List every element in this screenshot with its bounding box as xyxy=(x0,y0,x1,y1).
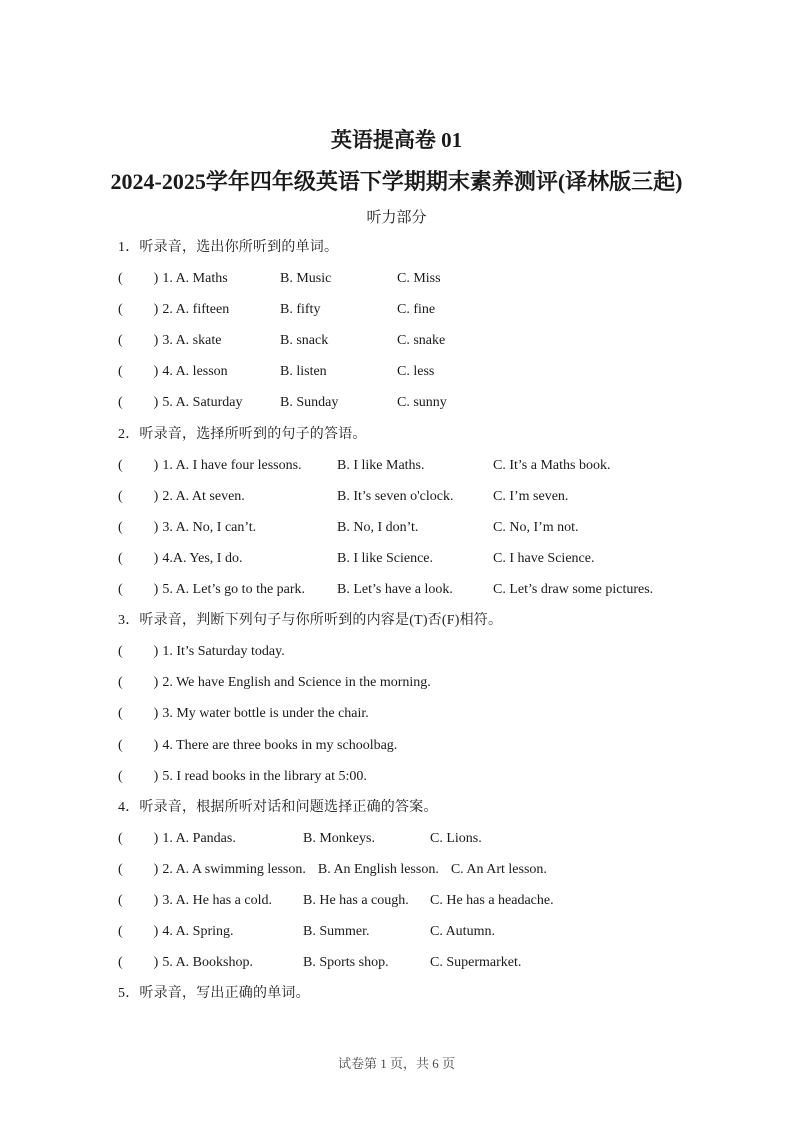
option-b: B. An English lesson. xyxy=(317,861,439,877)
option-a: 1. A. I have four lessons. xyxy=(162,457,302,473)
question-row xyxy=(118,325,698,356)
answer-blank xyxy=(118,831,158,846)
paren-close: ) xyxy=(153,644,159,660)
question-row xyxy=(118,481,698,512)
option-a: 1. A. Maths xyxy=(162,271,228,287)
statement-text: 4. There are three books in my schoolbag. xyxy=(162,737,398,753)
question-row xyxy=(118,885,698,916)
option-c: C. sunny xyxy=(397,395,447,411)
question-row xyxy=(118,854,698,885)
answer-blank xyxy=(118,644,158,659)
paren-close: ) xyxy=(153,955,159,971)
option-b: B. He has a cough. xyxy=(303,892,409,908)
statement-text: 2. We have English and Science in the morning. xyxy=(162,675,431,691)
option-a: 5. A. Let’s go to the park. xyxy=(162,582,306,598)
option-a: 3. A. He has a cold. xyxy=(162,892,272,908)
answer-cell xyxy=(118,325,280,356)
section-listen-choose-response xyxy=(118,419,698,606)
question-row xyxy=(118,450,698,481)
statement-text: 5. I read books in the library at 5:00. xyxy=(162,768,367,784)
paren-open: ( xyxy=(118,333,123,349)
paren-close: ) xyxy=(153,488,159,504)
option-a: 4.A. Yes, I do. xyxy=(162,550,243,566)
option-b: B. Music xyxy=(280,271,332,287)
option-a: 3. A. No, I can’t. xyxy=(162,519,257,535)
option-b: B. Let’s have a look. xyxy=(337,582,453,598)
paren-close: ) xyxy=(153,737,159,753)
paren-open: ( xyxy=(118,271,123,287)
exam-subtitle: 2024-2025学年四年级英语下学期期末素养测评(译林版三起) xyxy=(110,169,683,194)
paren-close: ) xyxy=(153,582,159,598)
option-b: B. fifty xyxy=(280,302,321,318)
question-row xyxy=(118,263,698,294)
paren-close: ) xyxy=(153,768,159,784)
answer-cell xyxy=(118,947,303,978)
answer-blank xyxy=(118,333,158,348)
paren-open: ( xyxy=(118,768,123,784)
section-listen-dialogue-choose xyxy=(118,792,698,979)
option-c: C. It’s a Maths book. xyxy=(493,457,611,473)
paren-close: ) xyxy=(153,550,159,566)
statement-text: 1. It’s Saturday today. xyxy=(162,644,285,660)
section-listen-true-false xyxy=(118,605,698,792)
paren-open: ( xyxy=(118,924,123,940)
paren-open: ( xyxy=(118,302,123,318)
option-b: B. I like Maths. xyxy=(337,457,425,473)
section-heading: 3．听录音，判断下列句子与你所听到的内容是(T)否(F)相符。 xyxy=(118,613,503,629)
option-c: C. An Art lesson. xyxy=(450,861,547,877)
question-row xyxy=(118,730,698,761)
paren-open: ( xyxy=(118,955,123,971)
option-b: B. No, I don’t. xyxy=(337,519,419,535)
answer-blank xyxy=(118,582,158,597)
question-row xyxy=(118,698,698,729)
question-row xyxy=(118,356,698,387)
answer-blank xyxy=(118,955,158,970)
paren-open: ( xyxy=(118,706,123,722)
option-b: B. listen xyxy=(280,364,327,380)
paren-open: ( xyxy=(118,582,123,598)
answer-cell xyxy=(118,481,337,512)
option-c: C. Miss xyxy=(397,271,441,287)
answer-cell xyxy=(118,667,443,698)
answer-cell xyxy=(118,730,409,761)
answer-blank xyxy=(118,893,158,908)
answer-blank xyxy=(118,706,158,721)
answer-cell xyxy=(118,450,337,481)
paren-close: ) xyxy=(153,519,159,535)
paren-open: ( xyxy=(118,644,123,660)
paren-close: ) xyxy=(153,457,159,473)
option-c: C. Lions. xyxy=(430,830,482,846)
exam-title: 英语提高卷 01 xyxy=(330,128,463,152)
paren-open: ( xyxy=(118,550,123,566)
paren-close: ) xyxy=(153,706,159,722)
section-heading: 5．听录音，写出正确的单词。 xyxy=(118,986,310,1002)
answer-blank xyxy=(118,738,158,753)
section-listen-write-word xyxy=(118,978,698,1009)
question-row xyxy=(118,574,698,605)
paren-open: ( xyxy=(118,395,123,411)
option-a: 1. A. Pandas. xyxy=(162,830,236,846)
answer-cell xyxy=(118,761,379,792)
answer-cell xyxy=(118,263,280,294)
page-footer: 试卷第 1 页，共 6 页 xyxy=(337,1056,455,1071)
paren-close: ) xyxy=(153,892,159,908)
section-heading: 1．听录音，选出你所听到的单词。 xyxy=(118,240,339,255)
question-row xyxy=(118,667,698,698)
answer-cell xyxy=(118,885,303,916)
option-c: C. Supermarket. xyxy=(430,955,522,971)
answer-cell xyxy=(118,543,337,574)
option-c: C. less xyxy=(397,364,435,380)
paren-close: ) xyxy=(153,302,159,318)
answer-blank xyxy=(118,302,158,317)
paren-open: ( xyxy=(118,737,123,753)
option-b: B. Sunday xyxy=(280,395,339,411)
question-row xyxy=(118,387,698,418)
paren-open: ( xyxy=(118,364,123,380)
paren-open: ( xyxy=(118,488,123,504)
paren-close: ) xyxy=(153,830,159,846)
option-c: C. snake xyxy=(397,333,446,349)
answer-cell xyxy=(118,916,303,947)
answer-blank xyxy=(118,489,158,504)
paren-close: ) xyxy=(153,861,159,877)
paren-open: ( xyxy=(118,675,123,691)
option-c: C. fine xyxy=(397,302,436,318)
answer-blank xyxy=(118,395,158,410)
section-heading: 4．听录音，根据所听对话和问题选择正确的答案。 xyxy=(118,799,438,815)
paren-close: ) xyxy=(153,395,159,411)
answer-blank xyxy=(118,551,158,566)
question-row xyxy=(118,947,698,978)
paren-close: ) xyxy=(153,271,159,287)
paren-open: ( xyxy=(118,861,123,877)
section-listen-choose-word xyxy=(118,232,698,419)
option-c: C. Autumn. xyxy=(430,924,495,940)
question-row xyxy=(118,916,698,947)
answer-blank xyxy=(118,520,158,535)
question-row xyxy=(118,823,698,854)
answer-blank xyxy=(118,271,158,286)
answer-blank xyxy=(118,458,158,473)
question-row xyxy=(118,294,698,325)
option-b: B. snack xyxy=(280,333,329,349)
paren-open: ( xyxy=(118,830,123,846)
paren-open: ( xyxy=(118,457,123,473)
sections-container xyxy=(118,232,698,1009)
option-c: C. No, I’m not. xyxy=(493,519,579,535)
option-b: B. I like Science. xyxy=(337,550,434,566)
answer-blank xyxy=(118,769,158,784)
question-row xyxy=(118,761,698,792)
paren-close: ) xyxy=(153,333,159,349)
option-b: B. Monkeys. xyxy=(303,830,375,846)
option-b: B. Summer. xyxy=(303,924,370,940)
option-a: 5. A. Bookshop. xyxy=(162,955,253,971)
answer-blank xyxy=(118,924,158,939)
option-a: 2. A. At seven. xyxy=(162,488,245,504)
option-c: C. I’m seven. xyxy=(493,488,569,504)
paren-close: ) xyxy=(153,924,159,940)
paren-open: ( xyxy=(118,519,123,535)
answer-cell xyxy=(118,574,337,605)
section-heading: 2．听录音，选择所听到的句子的答语。 xyxy=(118,426,367,442)
paren-open: ( xyxy=(118,892,123,908)
answer-cell xyxy=(118,356,280,387)
answer-cell xyxy=(118,698,381,729)
paren-close: ) xyxy=(153,364,159,380)
part-label: 听力部分 xyxy=(366,210,427,226)
option-a: 2. A. fifteen xyxy=(162,302,230,318)
option-c: C. He has a headache. xyxy=(430,892,554,908)
option-a: 3. A. skate xyxy=(162,333,222,349)
answer-blank xyxy=(118,364,158,379)
option-a: 4. A. lesson xyxy=(162,364,228,380)
question-row xyxy=(118,543,698,574)
answer-cell xyxy=(118,512,337,543)
option-b: B. It’s seven o'clock. xyxy=(337,488,454,504)
option-c: C. I have Science. xyxy=(493,550,595,566)
option-c: C. Let’s draw some pictures. xyxy=(493,582,654,598)
answer-cell xyxy=(118,294,280,325)
answer-cell xyxy=(118,387,280,418)
answer-cell xyxy=(118,823,303,854)
answer-cell xyxy=(118,854,318,885)
option-a: 5. A. Saturday xyxy=(162,395,243,411)
answer-cell xyxy=(118,636,297,667)
option-a: 2. A. A swimming lesson. xyxy=(162,861,306,877)
statement-text: 3. My water bottle is under the chair. xyxy=(162,706,369,722)
option-a: 4. A. Spring. xyxy=(162,924,234,940)
question-row xyxy=(118,512,698,543)
paren-close: ) xyxy=(153,675,159,691)
answer-blank xyxy=(118,675,158,690)
option-b: B. Sports shop. xyxy=(303,955,389,971)
answer-blank xyxy=(118,862,158,877)
question-row xyxy=(118,636,698,667)
